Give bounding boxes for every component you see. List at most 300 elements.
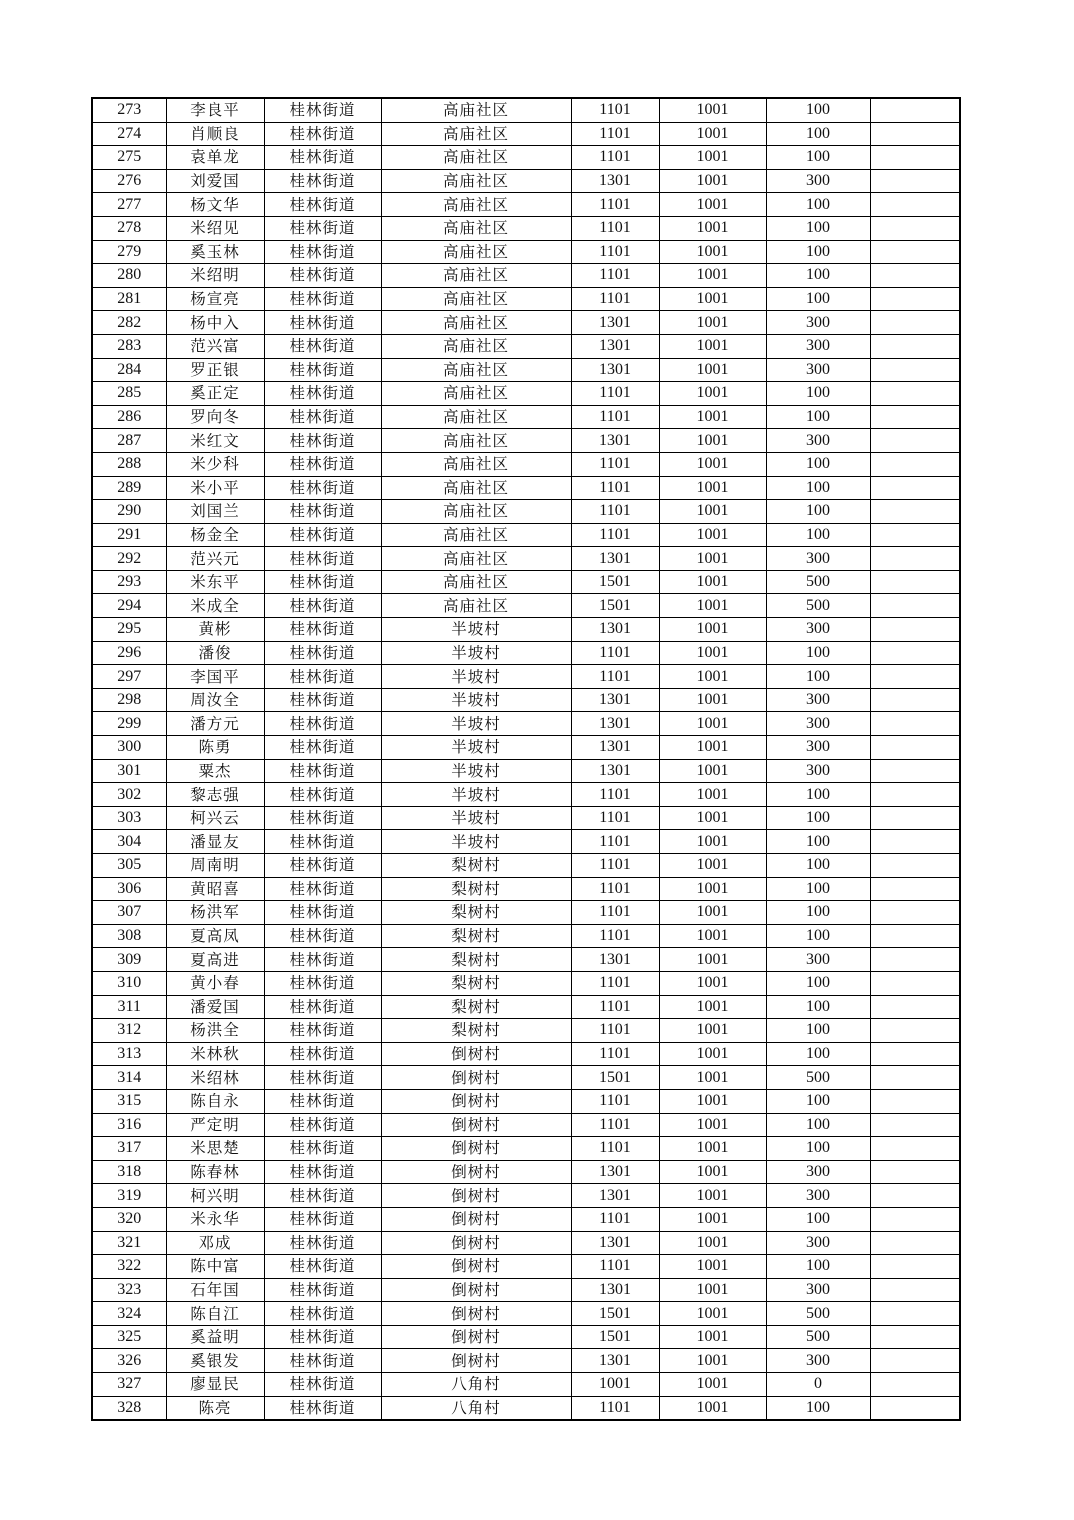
name-cell: 奚玉林: [166, 240, 264, 264]
community-cell: 倒树村: [381, 1255, 571, 1279]
name-cell: 黎志强: [166, 783, 264, 807]
community-cell: 高庙社区: [381, 169, 571, 193]
community-cell: 倒树村: [381, 1302, 571, 1326]
community-cell: 高庙社区: [381, 594, 571, 618]
code-b-cell: 1001: [659, 618, 766, 642]
street-cell: 桂林街道: [264, 452, 381, 476]
row-index-cell: 279: [92, 240, 166, 264]
code-b-cell: 1001: [659, 1302, 766, 1326]
row-index-cell: 288: [92, 452, 166, 476]
table-row: [92, 500, 960, 524]
remark-cell: [870, 1089, 960, 1113]
name-cell: 黄小春: [166, 971, 264, 995]
table-row: [92, 240, 960, 264]
table-row: [92, 924, 960, 948]
remark-cell: [870, 665, 960, 689]
table-row: [92, 1231, 960, 1255]
community-cell: 八角村: [381, 1373, 571, 1397]
name-cell: 邓成: [166, 1231, 264, 1255]
remark-cell: [870, 1302, 960, 1326]
row-index-cell: 291: [92, 523, 166, 547]
code-b-cell: 1001: [659, 1019, 766, 1043]
row-index-cell: 302: [92, 783, 166, 807]
street-cell: 桂林街道: [264, 901, 381, 925]
amount-cell: 100: [766, 924, 870, 948]
table-row: [92, 783, 960, 807]
remark-cell: [870, 594, 960, 618]
amount-cell: 500: [766, 1302, 870, 1326]
street-cell: 桂林街道: [264, 311, 381, 335]
row-index-cell: 274: [92, 122, 166, 146]
row-index-cell: 277: [92, 193, 166, 217]
row-index-cell: 297: [92, 665, 166, 689]
remark-cell: [870, 429, 960, 453]
amount-cell: 100: [766, 264, 870, 288]
table-row: [92, 98, 960, 122]
remark-cell: [870, 405, 960, 429]
street-cell: 桂林街道: [264, 924, 381, 948]
street-cell: 桂林街道: [264, 98, 381, 122]
community-cell: 高庙社区: [381, 452, 571, 476]
street-cell: 桂林街道: [264, 971, 381, 995]
code-a-cell: 1101: [571, 264, 659, 288]
community-cell: 梨树村: [381, 971, 571, 995]
amount-cell: 100: [766, 146, 870, 170]
code-a-cell: 1101: [571, 382, 659, 406]
community-cell: 半坡村: [381, 783, 571, 807]
table-row: [92, 1349, 960, 1373]
table-row: [92, 665, 960, 689]
code-b-cell: 1001: [659, 1137, 766, 1161]
code-a-cell: 1101: [571, 405, 659, 429]
code-b-cell: 1001: [659, 1184, 766, 1208]
amount-cell: 100: [766, 476, 870, 500]
remark-cell: [870, 924, 960, 948]
table-row: [92, 1160, 960, 1184]
row-index-cell: 280: [92, 264, 166, 288]
table-row: [92, 995, 960, 1019]
row-index-cell: 309: [92, 948, 166, 972]
code-a-cell: 1101: [571, 476, 659, 500]
table-row: [92, 476, 960, 500]
remark-cell: [870, 1255, 960, 1279]
community-cell: 梨树村: [381, 901, 571, 925]
community-cell: 高庙社区: [381, 570, 571, 594]
table-row: [92, 971, 960, 995]
amount-cell: 300: [766, 736, 870, 760]
amount-cell: 300: [766, 358, 870, 382]
code-b-cell: 1001: [659, 901, 766, 925]
community-cell: 倒树村: [381, 1066, 571, 1090]
row-index-cell: 296: [92, 641, 166, 665]
street-cell: 桂林街道: [264, 1231, 381, 1255]
amount-cell: 100: [766, 382, 870, 406]
name-cell: 米绍明: [166, 264, 264, 288]
code-a-cell: 1101: [571, 806, 659, 830]
code-b-cell: 1001: [659, 547, 766, 571]
amount-cell: 300: [766, 429, 870, 453]
table-row: [92, 736, 960, 760]
row-index-cell: 319: [92, 1184, 166, 1208]
code-b-cell: 1001: [659, 1113, 766, 1137]
code-b-cell: 1001: [659, 1207, 766, 1231]
table-row: [92, 1207, 960, 1231]
table-row: [92, 429, 960, 453]
table-row: [92, 759, 960, 783]
code-b-cell: 1001: [659, 311, 766, 335]
amount-cell: 300: [766, 688, 870, 712]
name-cell: 黄彬: [166, 618, 264, 642]
code-a-cell: 1101: [571, 924, 659, 948]
table-row: [92, 570, 960, 594]
street-cell: 桂林街道: [264, 476, 381, 500]
street-cell: 桂林街道: [264, 854, 381, 878]
row-index-cell: 273: [92, 98, 166, 122]
code-a-cell: 1501: [571, 1066, 659, 1090]
community-cell: 半坡村: [381, 665, 571, 689]
code-a-cell: 1101: [571, 1396, 659, 1420]
name-cell: 柯兴明: [166, 1184, 264, 1208]
street-cell: 桂林街道: [264, 1396, 381, 1420]
remark-cell: [870, 1231, 960, 1255]
code-a-cell: 1101: [571, 146, 659, 170]
table-row: [92, 1113, 960, 1137]
remark-cell: [870, 1396, 960, 1420]
remark-cell: [870, 1207, 960, 1231]
row-index-cell: 295: [92, 618, 166, 642]
amount-cell: 100: [766, 1042, 870, 1066]
amount-cell: 100: [766, 216, 870, 240]
row-index-cell: 311: [92, 995, 166, 1019]
code-b-cell: 1001: [659, 405, 766, 429]
name-cell: 潘方元: [166, 712, 264, 736]
row-index-cell: 306: [92, 877, 166, 901]
code-b-cell: 1001: [659, 216, 766, 240]
code-b-cell: 1001: [659, 476, 766, 500]
code-b-cell: 1001: [659, 948, 766, 972]
community-cell: 梨树村: [381, 1019, 571, 1043]
code-a-cell: 1101: [571, 783, 659, 807]
row-index-cell: 308: [92, 924, 166, 948]
row-index-cell: 320: [92, 1207, 166, 1231]
community-cell: 倒树村: [381, 1137, 571, 1161]
street-cell: 桂林街道: [264, 1325, 381, 1349]
table-row: [92, 193, 960, 217]
amount-cell: 0: [766, 1373, 870, 1397]
code-b-cell: 1001: [659, 1396, 766, 1420]
street-cell: 桂林街道: [264, 547, 381, 571]
name-cell: 肖顺良: [166, 122, 264, 146]
table-row: [92, 877, 960, 901]
remark-cell: [870, 570, 960, 594]
code-a-cell: 1101: [571, 216, 659, 240]
code-a-cell: 1101: [571, 995, 659, 1019]
amount-cell: 100: [766, 854, 870, 878]
community-cell: 高庙社区: [381, 547, 571, 571]
amount-cell: 100: [766, 783, 870, 807]
remark-cell: [870, 169, 960, 193]
code-a-cell: 1101: [571, 877, 659, 901]
table-row: [92, 830, 960, 854]
name-cell: 杨洪全: [166, 1019, 264, 1043]
code-a-cell: 1101: [571, 240, 659, 264]
code-a-cell: 1301: [571, 1278, 659, 1302]
name-cell: 周南明: [166, 854, 264, 878]
row-index-cell: 289: [92, 476, 166, 500]
name-cell: 严定明: [166, 1113, 264, 1137]
street-cell: 桂林街道: [264, 523, 381, 547]
name-cell: 刘国兰: [166, 500, 264, 524]
amount-cell: 100: [766, 641, 870, 665]
table-row: [92, 1302, 960, 1326]
remark-cell: [870, 783, 960, 807]
table-row: [92, 1184, 960, 1208]
row-index-cell: 286: [92, 405, 166, 429]
name-cell: 李良平: [166, 98, 264, 122]
remark-cell: [870, 618, 960, 642]
name-cell: 廖显民: [166, 1373, 264, 1397]
code-a-cell: 1101: [571, 193, 659, 217]
code-a-cell: 1301: [571, 1349, 659, 1373]
street-cell: 桂林街道: [264, 216, 381, 240]
remark-cell: [870, 311, 960, 335]
row-index-cell: 282: [92, 311, 166, 335]
amount-cell: 100: [766, 240, 870, 264]
code-a-cell: 1301: [571, 334, 659, 358]
row-index-cell: 327: [92, 1373, 166, 1397]
name-cell: 黄昭喜: [166, 877, 264, 901]
code-a-cell: 1301: [571, 712, 659, 736]
name-cell: 陈亮: [166, 1396, 264, 1420]
amount-cell: 100: [766, 405, 870, 429]
amount-cell: 300: [766, 759, 870, 783]
table-row: [92, 334, 960, 358]
row-index-cell: 322: [92, 1255, 166, 1279]
row-index-cell: 300: [92, 736, 166, 760]
community-cell: 高庙社区: [381, 523, 571, 547]
street-cell: 桂林街道: [264, 1089, 381, 1113]
table-row: [92, 712, 960, 736]
name-cell: 潘爱国: [166, 995, 264, 1019]
name-cell: 奚益明: [166, 1325, 264, 1349]
code-b-cell: 1001: [659, 169, 766, 193]
community-cell: 半坡村: [381, 806, 571, 830]
code-b-cell: 1001: [659, 382, 766, 406]
community-cell: 半坡村: [381, 618, 571, 642]
remark-cell: [870, 1373, 960, 1397]
row-index-cell: 294: [92, 594, 166, 618]
name-cell: 袁单龙: [166, 146, 264, 170]
code-b-cell: 1001: [659, 146, 766, 170]
community-cell: 高庙社区: [381, 382, 571, 406]
remark-cell: [870, 1019, 960, 1043]
row-index-cell: 324: [92, 1302, 166, 1326]
street-cell: 桂林街道: [264, 1019, 381, 1043]
street-cell: 桂林街道: [264, 1066, 381, 1090]
community-cell: 高庙社区: [381, 122, 571, 146]
code-b-cell: 1001: [659, 122, 766, 146]
name-cell: 潘俊: [166, 641, 264, 665]
street-cell: 桂林街道: [264, 783, 381, 807]
street-cell: 桂林街道: [264, 759, 381, 783]
street-cell: 桂林街道: [264, 641, 381, 665]
table-row: [92, 806, 960, 830]
amount-cell: 100: [766, 971, 870, 995]
amount-cell: 100: [766, 98, 870, 122]
code-a-cell: 1301: [571, 1160, 659, 1184]
street-cell: 桂林街道: [264, 1207, 381, 1231]
street-cell: 桂林街道: [264, 1137, 381, 1161]
code-a-cell: 1501: [571, 594, 659, 618]
community-cell: 高庙社区: [381, 287, 571, 311]
street-cell: 桂林街道: [264, 1184, 381, 1208]
street-cell: 桂林街道: [264, 122, 381, 146]
community-cell: 高庙社区: [381, 146, 571, 170]
code-b-cell: 1001: [659, 1231, 766, 1255]
amount-cell: 500: [766, 1066, 870, 1090]
code-a-cell: 1301: [571, 358, 659, 382]
table-row: [92, 1019, 960, 1043]
name-cell: 奚银发: [166, 1349, 264, 1373]
name-cell: 杨文华: [166, 193, 264, 217]
community-cell: 梨树村: [381, 877, 571, 901]
row-index-cell: 283: [92, 334, 166, 358]
code-a-cell: 1101: [571, 830, 659, 854]
street-cell: 桂林街道: [264, 264, 381, 288]
row-index-cell: 315: [92, 1089, 166, 1113]
name-cell: 夏高凤: [166, 924, 264, 948]
code-a-cell: 1101: [571, 287, 659, 311]
community-cell: 倒树村: [381, 1042, 571, 1066]
code-b-cell: 1001: [659, 1255, 766, 1279]
community-cell: 梨树村: [381, 948, 571, 972]
community-cell: 高庙社区: [381, 311, 571, 335]
remark-cell: [870, 712, 960, 736]
table-row: [92, 122, 960, 146]
code-a-cell: 1101: [571, 500, 659, 524]
code-b-cell: 1001: [659, 854, 766, 878]
code-a-cell: 1301: [571, 169, 659, 193]
amount-cell: 100: [766, 1089, 870, 1113]
table-row: [92, 1066, 960, 1090]
name-cell: 潘显友: [166, 830, 264, 854]
remark-cell: [870, 736, 960, 760]
row-index-cell: 298: [92, 688, 166, 712]
remark-cell: [870, 264, 960, 288]
name-cell: 陈中富: [166, 1255, 264, 1279]
code-a-cell: 1501: [571, 1302, 659, 1326]
community-cell: 八角村: [381, 1396, 571, 1420]
row-index-cell: 290: [92, 500, 166, 524]
community-cell: 高庙社区: [381, 334, 571, 358]
table-row: [92, 405, 960, 429]
row-index-cell: 326: [92, 1349, 166, 1373]
row-index-cell: 278: [92, 216, 166, 240]
code-b-cell: 1001: [659, 783, 766, 807]
amount-cell: 100: [766, 665, 870, 689]
amount-cell: 300: [766, 1184, 870, 1208]
street-cell: 桂林街道: [264, 334, 381, 358]
amount-cell: 300: [766, 1278, 870, 1302]
street-cell: 桂林街道: [264, 146, 381, 170]
remark-cell: [870, 358, 960, 382]
community-cell: 梨树村: [381, 924, 571, 948]
remark-cell: [870, 971, 960, 995]
amount-cell: 100: [766, 1255, 870, 1279]
row-index-cell: 293: [92, 570, 166, 594]
street-cell: 桂林街道: [264, 1113, 381, 1137]
remark-cell: [870, 334, 960, 358]
code-b-cell: 1001: [659, 98, 766, 122]
data-table: [91, 97, 961, 1421]
code-a-cell: 1301: [571, 1231, 659, 1255]
street-cell: 桂林街道: [264, 712, 381, 736]
amount-cell: 100: [766, 452, 870, 476]
amount-cell: 300: [766, 1160, 870, 1184]
name-cell: 米绍林: [166, 1066, 264, 1090]
community-cell: 半坡村: [381, 688, 571, 712]
remark-cell: [870, 1160, 960, 1184]
street-cell: 桂林街道: [264, 405, 381, 429]
street-cell: 桂林街道: [264, 382, 381, 406]
row-index-cell: 321: [92, 1231, 166, 1255]
remark-cell: [870, 1042, 960, 1066]
code-a-cell: 1301: [571, 759, 659, 783]
table-row: [92, 1137, 960, 1161]
name-cell: 刘爱国: [166, 169, 264, 193]
name-cell: 杨金全: [166, 523, 264, 547]
table-row: [92, 854, 960, 878]
code-b-cell: 1001: [659, 500, 766, 524]
street-cell: 桂林街道: [264, 1302, 381, 1326]
code-b-cell: 1001: [659, 264, 766, 288]
code-a-cell: 1101: [571, 665, 659, 689]
community-cell: 倒树村: [381, 1113, 571, 1137]
street-cell: 桂林街道: [264, 1042, 381, 1066]
name-cell: 陈勇: [166, 736, 264, 760]
row-index-cell: 284: [92, 358, 166, 382]
name-cell: 范兴元: [166, 547, 264, 571]
name-cell: 罗正银: [166, 358, 264, 382]
community-cell: 半坡村: [381, 712, 571, 736]
remark-cell: [870, 759, 960, 783]
remark-cell: [870, 688, 960, 712]
street-cell: 桂林街道: [264, 877, 381, 901]
amount-cell: 100: [766, 901, 870, 925]
street-cell: 桂林街道: [264, 594, 381, 618]
row-index-cell: 325: [92, 1325, 166, 1349]
street-cell: 桂林街道: [264, 358, 381, 382]
code-a-cell: 1101: [571, 1255, 659, 1279]
row-index-cell: 307: [92, 901, 166, 925]
code-a-cell: 1101: [571, 971, 659, 995]
code-b-cell: 1001: [659, 1089, 766, 1113]
amount-cell: 100: [766, 1396, 870, 1420]
remark-cell: [870, 854, 960, 878]
name-cell: 范兴富: [166, 334, 264, 358]
row-index-cell: 310: [92, 971, 166, 995]
community-cell: 梨树村: [381, 995, 571, 1019]
remark-cell: [870, 216, 960, 240]
street-cell: 桂林街道: [264, 948, 381, 972]
code-a-cell: 1101: [571, 1207, 659, 1231]
community-cell: 倒树村: [381, 1278, 571, 1302]
community-cell: 倒树村: [381, 1231, 571, 1255]
amount-cell: 100: [766, 122, 870, 146]
table-row: [92, 1089, 960, 1113]
community-cell: 高庙社区: [381, 358, 571, 382]
table-row: [92, 547, 960, 571]
